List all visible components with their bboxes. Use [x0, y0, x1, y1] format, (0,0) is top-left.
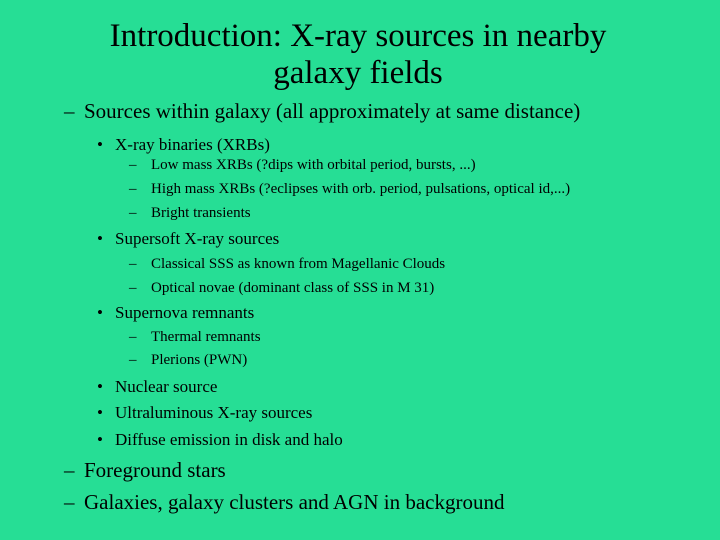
dash-marker: –	[129, 205, 137, 221]
bullet-marker: •	[97, 303, 103, 322]
list-item-text: Foreground stars	[84, 458, 226, 482]
list-item-text: Ultraluminous X-ray sources	[115, 403, 313, 422]
bullet-marker: •	[97, 135, 103, 154]
list-item-text: Galaxies, galaxy clusters and AGN in background	[84, 490, 505, 514]
dash-marker: –	[64, 99, 75, 123]
bullet-marker: •	[97, 377, 103, 396]
dash-marker: –	[129, 329, 137, 345]
list-item-text: Diffuse emission in disk and halo	[115, 430, 343, 449]
list-item-text: Thermal remnants	[151, 329, 261, 345]
dash-marker: –	[129, 256, 137, 272]
dash-marker: –	[64, 490, 75, 514]
dash-marker: –	[129, 181, 137, 197]
list-item-text: High mass XRBs (?eclipses with orb. period, pulsations, optical id,...)	[151, 181, 571, 197]
dash-marker: –	[129, 280, 137, 296]
slide-title-line-1: Introduction: X-ray sources in nearby	[109, 18, 607, 54]
list-item-text: Supernova remnants	[115, 303, 255, 322]
list-item-text: X-ray binaries (XRBs)	[115, 135, 270, 154]
list-item-text: Low mass XRBs (?dips with orbital period, bursts, ...)	[151, 157, 476, 173]
list-item-text: Supersoft X-ray sources	[115, 229, 280, 248]
list-item-text: Nuclear source	[115, 377, 218, 396]
list-item-text: Sources within galaxy (all approximately at same distance)	[84, 99, 581, 123]
dash-marker: –	[64, 458, 75, 482]
list-item-text: Plerions (PWN)	[151, 352, 248, 368]
bullet-marker: •	[97, 403, 103, 422]
list-item-text: Classical SSS as known from Magellanic Clouds	[151, 256, 446, 272]
slide-title-line-2: galaxy fields	[273, 55, 443, 91]
dash-marker: –	[129, 157, 137, 173]
list-item-text: Optical novae (dominant class of SSS in M 31)	[151, 280, 435, 296]
bullet-marker: •	[97, 430, 103, 449]
list-item-text: Bright transients	[151, 205, 251, 221]
slide-title	[0, 18, 716, 92]
dash-marker: –	[129, 352, 137, 368]
bullet-marker: •	[97, 229, 103, 248]
